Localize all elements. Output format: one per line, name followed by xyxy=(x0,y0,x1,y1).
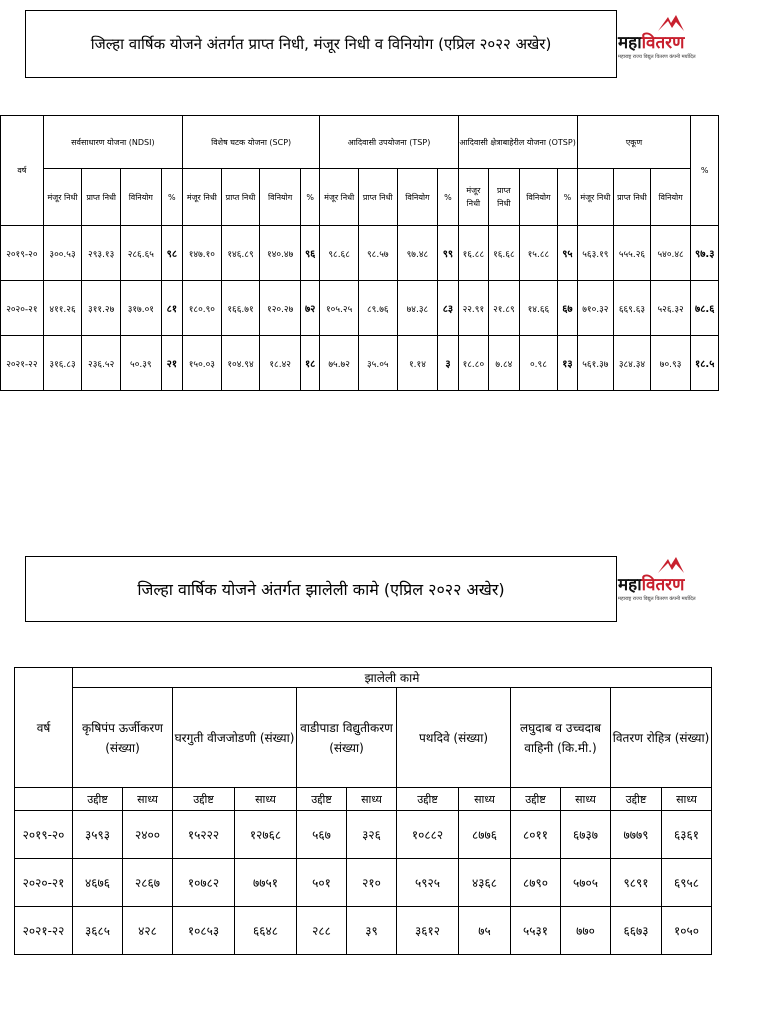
value-cell: १६६.७१ xyxy=(221,281,260,336)
subheader-received: प्राप्त निधी xyxy=(614,169,651,226)
value-cell: ६६९.६३ xyxy=(614,281,651,336)
year-subheader-blank xyxy=(15,788,73,811)
subheader-utilization: विनियोग xyxy=(397,169,438,226)
mahavitaran-logo xyxy=(618,556,718,606)
percent-cell: ९६ xyxy=(300,226,319,281)
value-cell: १५२२२ xyxy=(173,811,235,859)
percent-cell: १३ xyxy=(558,336,577,391)
group-header-ndsi: सर्वसाधारण योजना (NDSI) xyxy=(43,116,182,169)
value-cell: २१.८९ xyxy=(489,281,520,336)
value-cell: ५९२५ xyxy=(397,859,459,907)
value-cell: ७७५१ xyxy=(235,859,297,907)
subheader-achieved: साध्य xyxy=(347,788,397,811)
value-cell: ६९५८ xyxy=(662,859,712,907)
percent-cell: ९९ xyxy=(438,226,458,281)
value-cell: ५२६.३२ xyxy=(650,281,691,336)
value-cell: १२०.२७ xyxy=(260,281,301,336)
value-cell: १४.६६ xyxy=(519,281,558,336)
value-cell: १६.६८ xyxy=(489,226,520,281)
percent-cell: ३ xyxy=(438,336,458,391)
year-header: वर्ष xyxy=(1,116,44,226)
subheader-utilization: विनियोग xyxy=(519,169,558,226)
logo-tagline: महाराष्ट्र राज्य विद्युत वितरण कंपनी मर्यादित xyxy=(618,54,696,60)
percent-cell: ९५ xyxy=(558,226,577,281)
category-transformers: वितरण रोहित्र (संख्या) xyxy=(611,688,712,788)
group-header-otsp: आदिवासी क्षेत्राबाहेरील योजना (OTSP) xyxy=(458,116,577,169)
percent-cell: ७२ xyxy=(300,281,319,336)
subheader-achieved: साध्य xyxy=(459,788,511,811)
subheader-percent: % xyxy=(161,169,182,226)
value-cell: २३६.५२ xyxy=(82,336,121,391)
value-cell: ४६७६ xyxy=(73,859,123,907)
subheader-sanctioned: मंजूर निधी xyxy=(183,169,222,226)
value-cell: ६६४८ xyxy=(235,907,297,955)
value-cell: ३८४.३४ xyxy=(614,336,651,391)
value-cell: २४०० xyxy=(123,811,173,859)
value-cell: २८६.६५ xyxy=(120,226,161,281)
value-cell: ६६७३ xyxy=(611,907,662,955)
value-cell: ३१७.०१ xyxy=(120,281,161,336)
value-cell: १२७६८ xyxy=(235,811,297,859)
value-cell: १६.८८ xyxy=(458,226,489,281)
value-cell: १०८५३ xyxy=(173,907,235,955)
value-cell: १०५० xyxy=(662,907,712,955)
subheader-utilization: विनियोग xyxy=(650,169,691,226)
table-row xyxy=(15,907,712,955)
percent-cell: ९८ xyxy=(161,226,182,281)
table-row xyxy=(1,281,719,336)
value-cell: २२.९१ xyxy=(458,281,489,336)
subheader-received: प्राप्त निधी xyxy=(221,169,260,226)
value-cell: ९७.४८ xyxy=(397,226,438,281)
subheader-achieved: साध्य xyxy=(235,788,297,811)
subheader-sanctioned: मंजूर निधी xyxy=(320,169,359,226)
subheader-utilization: विनियोग xyxy=(120,169,161,226)
table-row xyxy=(15,859,712,907)
value-cell: ०.९८ xyxy=(519,336,558,391)
value-cell: ५५३१ xyxy=(511,907,561,955)
subheader-sanctioned: मंजूर निधी xyxy=(577,169,614,226)
year-cell: २०२०-२१ xyxy=(1,281,44,336)
works-done-header: झालेली कामे xyxy=(73,668,712,688)
group-header-scp: विशेष घटक योजना (SCP) xyxy=(183,116,320,169)
value-cell: १५.८८ xyxy=(519,226,558,281)
value-cell: ७५ xyxy=(459,907,511,955)
year-cell: २०२०-२१ xyxy=(15,859,73,907)
year-cell: २०२१-२२ xyxy=(15,907,73,955)
value-cell: ७७० xyxy=(561,907,611,955)
subheader-received: प्राप्त निधी xyxy=(489,169,520,226)
value-cell: ५४०.४८ xyxy=(650,226,691,281)
value-cell: ७५.७२ xyxy=(320,336,359,391)
value-cell: २८८ xyxy=(297,907,347,955)
year-cell: २०१९-२० xyxy=(15,811,73,859)
value-cell: ७०.९३ xyxy=(650,336,691,391)
percent-cell: ८१ xyxy=(161,281,182,336)
total-percent-header: % xyxy=(691,116,719,226)
group-header-total: एकूण xyxy=(577,116,691,169)
value-cell: १८.८० xyxy=(458,336,489,391)
logo-text-part2: वितरण xyxy=(641,33,685,53)
subheader-target: उद्दीष्ट xyxy=(173,788,235,811)
value-cell: १८.४२ xyxy=(260,336,301,391)
group-header-tsp: आदिवासी उपयोजना (TSP) xyxy=(320,116,458,169)
value-cell: १०५.२५ xyxy=(320,281,359,336)
table-row xyxy=(1,226,719,281)
subheader-received: प्राप्त निधी xyxy=(82,169,121,226)
value-cell: ३५९३ xyxy=(73,811,123,859)
value-cell: ३००.५३ xyxy=(43,226,82,281)
value-cell: ४२८ xyxy=(123,907,173,955)
value-cell: ६३६१ xyxy=(662,811,712,859)
category-agri-pumps: कृषिपंप ऊर्जीकरण (संख्या) xyxy=(73,688,173,788)
section-title: जिल्हा वार्षिक योजने अंतर्गत झालेली कामे (एप्रिल २०२२ अखेर) xyxy=(25,556,617,622)
value-cell: ३५.०५ xyxy=(358,336,397,391)
value-cell: ७१०.३२ xyxy=(577,281,614,336)
subheader-target: उद्दीष्ट xyxy=(297,788,347,811)
value-cell: ५०.३९ xyxy=(120,336,161,391)
value-cell: २८६७ xyxy=(123,859,173,907)
mahavitaran-logo xyxy=(618,14,718,64)
value-cell: ५५५.२६ xyxy=(614,226,651,281)
value-cell: ३१६.८३ xyxy=(43,336,82,391)
value-cell: ३६१२ xyxy=(397,907,459,955)
subheader-achieved: साध्य xyxy=(123,788,173,811)
value-cell: १.१४ xyxy=(397,336,438,391)
value-cell: १०७८२ xyxy=(173,859,235,907)
value-cell: २९३.१३ xyxy=(82,226,121,281)
value-cell: ५०१ xyxy=(297,859,347,907)
value-cell: ७७७९ xyxy=(611,811,662,859)
value-cell: ४११.२६ xyxy=(43,281,82,336)
year-cell: २०२१-२२ xyxy=(1,336,44,391)
value-cell: ८९.७६ xyxy=(358,281,397,336)
value-cell: ८७९० xyxy=(511,859,561,907)
table-row xyxy=(15,811,712,859)
subheader-utilization: विनियोग xyxy=(260,169,301,226)
logo-tagline: महाराष्ट्र राज्य विद्युत वितरण कंपनी मर्यादित xyxy=(618,596,696,602)
value-cell: १४०.४७ xyxy=(260,226,301,281)
subheader-percent: % xyxy=(438,169,458,226)
subheader-achieved: साध्य xyxy=(662,788,712,811)
value-cell: १४७.१० xyxy=(183,226,222,281)
category-domestic-connections: घरगुती वीजजोडणी (संख्या) xyxy=(173,688,297,788)
value-cell: ६७३७ xyxy=(561,811,611,859)
works-table xyxy=(14,667,712,955)
value-cell: ५६३.१९ xyxy=(577,226,614,281)
value-cell: ३९ xyxy=(347,907,397,955)
value-cell: १८०.९० xyxy=(183,281,222,336)
value-cell: ७४.३८ xyxy=(397,281,438,336)
logo-text-part1: महा xyxy=(618,575,642,595)
value-cell: २१० xyxy=(347,859,397,907)
value-cell: १०८८२ xyxy=(397,811,459,859)
percent-cell: २१ xyxy=(161,336,182,391)
logo-text-part2: वितरण xyxy=(641,575,685,595)
subheader-target: उद्दीष्ट xyxy=(511,788,561,811)
value-cell: ३२६ xyxy=(347,811,397,859)
value-cell: ८७७६ xyxy=(459,811,511,859)
logo-text-part1: महा xyxy=(618,33,642,53)
year-header: वर्ष xyxy=(15,668,73,788)
subheader-sanctioned: मंजूर निधी xyxy=(458,169,489,226)
category-hamlet-electrification: वाडीपाडा विद्युतीकरण (संख्या) xyxy=(297,688,397,788)
value-cell: ३११.२७ xyxy=(82,281,121,336)
percent-cell: ६७ xyxy=(558,281,577,336)
percent-cell: ७८.६ xyxy=(691,281,719,336)
value-cell: ९८.५७ xyxy=(358,226,397,281)
value-cell: ७.८४ xyxy=(489,336,520,391)
subheader-sanctioned: मंजूर निधी xyxy=(43,169,82,226)
funds-table xyxy=(0,115,719,391)
subheader-percent: % xyxy=(558,169,577,226)
value-cell: १४६.८९ xyxy=(221,226,260,281)
percent-cell: ८३ xyxy=(438,281,458,336)
value-cell: ९८.६८ xyxy=(320,226,359,281)
value-cell: ३६८५ xyxy=(73,907,123,955)
percent-cell: ९७.३ xyxy=(691,226,719,281)
category-streetlights: पथदिवे (संख्या) xyxy=(397,688,511,788)
percent-cell: १८ xyxy=(300,336,319,391)
value-cell: ५६१.३७ xyxy=(577,336,614,391)
value-cell: १५०.०३ xyxy=(183,336,222,391)
subheader-achieved: साध्य xyxy=(561,788,611,811)
value-cell: ५६७ xyxy=(297,811,347,859)
value-cell: ८०११ xyxy=(511,811,561,859)
value-cell: ५७०५ xyxy=(561,859,611,907)
table-row xyxy=(1,336,719,391)
percent-cell: १८.५ xyxy=(691,336,719,391)
value-cell: ९८९१ xyxy=(611,859,662,907)
category-lt-ht-lines: लघुदाब व उच्चदाब वाहिनी (कि.मी.) xyxy=(511,688,611,788)
value-cell: १०४.९४ xyxy=(221,336,260,391)
subheader-percent: % xyxy=(300,169,319,226)
subheader-target: उद्दीष्ट xyxy=(397,788,459,811)
page-title: जिल्हा वार्षिक योजने अंतर्गत प्राप्त निधी, मंजूर निधी व विनियोग (एप्रिल २०२२ अखेर) xyxy=(25,10,617,78)
subheader-target: उद्दीष्ट xyxy=(611,788,662,811)
year-cell: २०१९-२० xyxy=(1,226,44,281)
value-cell: ४३६८ xyxy=(459,859,511,907)
subheader-received: प्राप्त निधी xyxy=(358,169,397,226)
subheader-target: उद्दीष्ट xyxy=(73,788,123,811)
